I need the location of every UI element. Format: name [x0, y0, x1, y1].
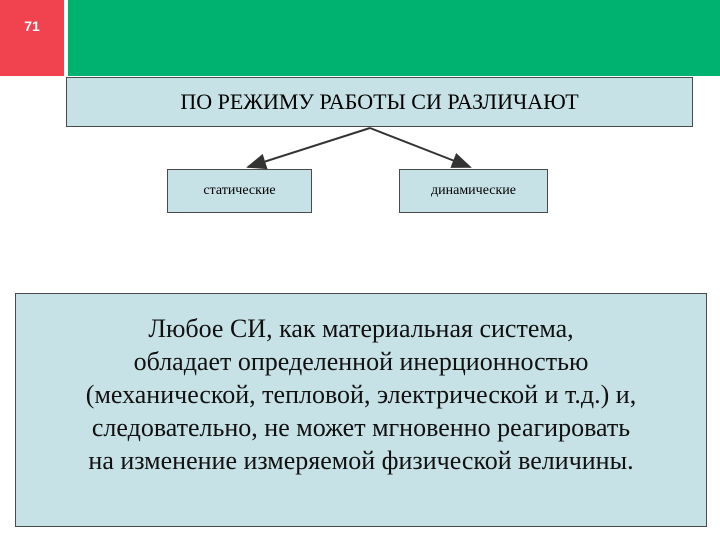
branch-static-box [167, 169, 312, 213]
branch-dynamic-box [399, 169, 548, 213]
explanation-line: обладает определенной инерционностью [133, 347, 589, 376]
diagram-title: ПО РЕЖИМУ РАБОТЫ СИ РАЗЛИЧАЮТ [180, 89, 579, 114]
explanation-line: следовательно, не может мгновенно реагировать [91, 413, 631, 442]
slide-number: 71 [24, 18, 40, 34]
explanation-line: Любое СИ, как материальная система, [148, 314, 574, 343]
explanation-box [15, 293, 707, 527]
branch-dynamic-label: динамические [431, 183, 516, 198]
arrow-to-dynamic [370, 128, 470, 167]
branch-static-label: статические [203, 183, 276, 198]
explanation-line: на изменение измеряемой физической величины. [88, 446, 634, 475]
explanation-line: (механической, тепловой, электрической и т.д.) и, [85, 380, 637, 409]
arrow-to-static [248, 128, 370, 167]
